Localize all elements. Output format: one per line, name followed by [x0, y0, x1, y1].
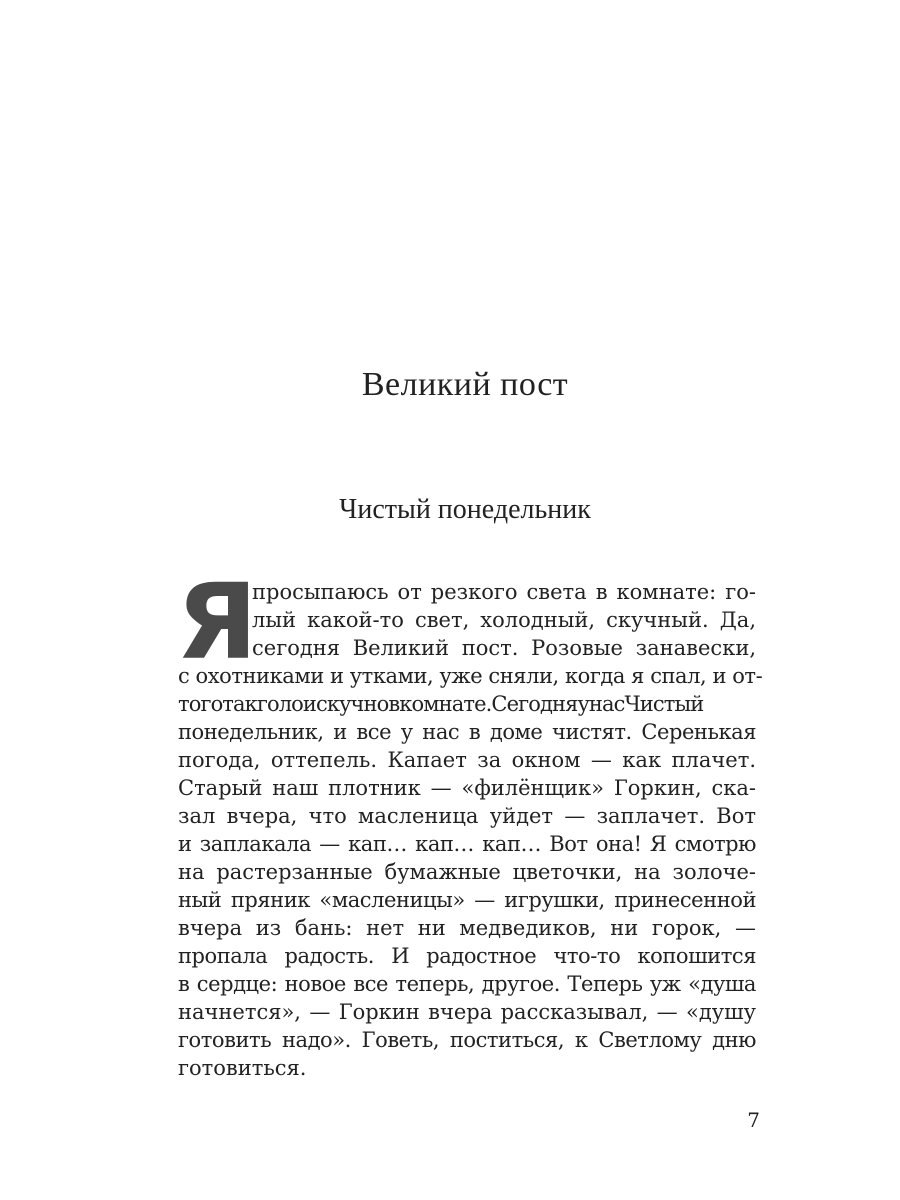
part-title: Великий пост — [361, 366, 569, 403]
text-line: лый какой-то свет, холодный, скучный. Да, — [252, 608, 756, 632]
text-line: в сердце: новое все теперь, другое. Теперь уж «душа — [178, 972, 756, 996]
text-line: начнется», — Горкин вчера рассказывал, — «душу — [178, 1000, 756, 1024]
text-line: с охотниками и утками, уже сняли, когда я спал, и от- — [178, 664, 763, 688]
text-line: Старый наш плотник — «филёнщик» Горкин, ска- — [178, 776, 756, 800]
text-line: сегодня Великий пост. Розовые занавески, — [252, 636, 756, 660]
text-line: и заплакала — кап… кап… кап… Вот она! Я смотрю — [178, 832, 756, 856]
text-line: вчера из бань: нет ни медведиков, ни горок, — — [178, 916, 756, 940]
page-number: 7 — [747, 1108, 760, 1132]
text-line: готовить надо». Говеть, поститься, к Светлому дню — [178, 1028, 756, 1052]
chapter-title: Чистый понедельник — [339, 494, 591, 525]
drop-cap: Я — [176, 561, 258, 683]
text-line: погода, оттепель. Капает за окном — как плачет. — [178, 748, 756, 772]
text-line: тоготакголоискучновкомнате.СегодняунасЧистый — [178, 692, 704, 716]
text-line: просыпаюсь от резкого света в комнате: го- — [252, 580, 756, 604]
text-line: пропала радость. И радостное что-то копошится — [178, 944, 756, 968]
text-line: на растерзанные бумажные цветочки, на золоче- — [178, 860, 756, 884]
text-line: готовиться. — [178, 1056, 307, 1080]
text-line: зал вчера, что масленица уйдет — заплачет. Вот — [178, 804, 756, 828]
text-line: ный пряник «масленицы» — игрушки, принесенной — [178, 888, 756, 912]
text-line: понедельник, и все у нас в доме чистят. Серенькая — [178, 720, 756, 744]
